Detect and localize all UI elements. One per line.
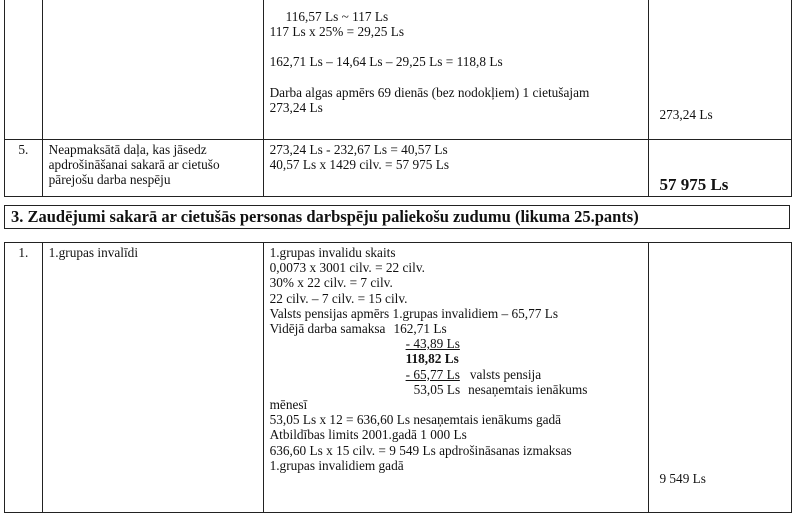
calc-line: 1.grupas invalidu skaits: [269, 245, 396, 260]
calc-line: 273,24 Ls - 232,67 Ls = 40,57 Ls: [269, 142, 448, 157]
calc-value: - 65,77 Ls: [405, 366, 460, 382]
calc-line: 116,57 Ls ~ 117 Ls: [285, 9, 389, 24]
description-line: apdrošināšanai sakarā ar cietušo: [48, 157, 220, 173]
result-value: 9 549 Ls: [659, 471, 706, 486]
calc-line: 636,60 Ls x 15 cilv. = 9 549 Ls apdrošināsanas izmaksas: [269, 442, 572, 458]
calc-line: [270, 382, 649, 397]
table-row: [5, 0, 792, 140]
calc-line: 273,24 Ls: [269, 99, 323, 115]
table-row: [5, 243, 792, 513]
row-number: 5.: [18, 142, 29, 157]
calc-label: Vidējā darba samaksa: [269, 321, 386, 337]
calc-note: valsts pensija: [469, 366, 542, 382]
calc-line: [270, 367, 649, 382]
calculation-cell: [263, 243, 649, 513]
calc-line: 1.grupas invalidiem gadā: [269, 457, 404, 473]
description-cell: [42, 140, 263, 197]
calc-line: 117 Ls x 25% = 29,25 Ls: [269, 24, 405, 40]
row-number: 1.: [18, 245, 29, 260]
result-cell: [649, 140, 792, 197]
table-row: [5, 140, 792, 197]
row-number-cell: [5, 140, 43, 197]
calc-line: 40,57 Ls x 1429 cilv. = 57 975 Ls: [269, 157, 450, 173]
calc-line: 22 cilv. – 7 cilv. = 15 cilv.: [269, 290, 408, 306]
calc-value: 162,71 Ls: [393, 321, 447, 337]
calc-line: 30% x 22 cilv. = 7 cilv.: [269, 275, 393, 291]
row-number-cell: [5, 243, 43, 513]
calc-value: 53,05 Ls: [413, 381, 461, 397]
calc-line: 0,0073 x 3001 cilv. = 22 cilv.: [269, 260, 425, 276]
description-line: 1.grupas invalīdi: [48, 245, 139, 260]
result-total: 57 975 Ls: [659, 175, 729, 194]
calc-subtotal: 118,82 Ls: [405, 351, 459, 367]
calc-line: 53,05 Ls x 12 = 636,60 Ls nesaņemtais ienākums gadā: [269, 412, 562, 428]
calc-line: Valsts pensijas apmērs 1.grupas invalidiem – 65,77 Ls: [269, 305, 559, 321]
calc-line: [270, 336, 649, 351]
calculation-cell: [263, 0, 649, 140]
description-line: Neapmaksātā daļa, kas jāsedz: [48, 142, 207, 157]
description-cell: [42, 243, 263, 513]
calc-line: 162,71 Ls – 14,64 Ls – 29,25 Ls = 118,8 Ls: [269, 54, 503, 70]
calc-line: Darba algas apmērs 69 dienās (bez nodokļiem) 1 cietušajam: [269, 84, 590, 100]
calc-line: mēnesī: [269, 397, 308, 413]
calc-note: nesaņemtais ienākums: [468, 381, 588, 397]
result-cell: [649, 243, 792, 513]
calc-line: [270, 321, 649, 336]
section-heading-box: [4, 205, 790, 229]
calculation-cell: [263, 140, 649, 197]
description-cell: [42, 0, 263, 140]
row-number-cell: [5, 0, 43, 140]
top-table: [4, 0, 792, 197]
bottom-table: [4, 242, 792, 513]
calc-value: - 43,89 Ls: [405, 336, 460, 352]
result-value: 273,24 Ls: [659, 107, 713, 122]
calc-line: Atbildības limits 2001.gadā 1 000 Ls: [269, 427, 467, 443]
section-heading: 3. Zaudējumi sakarā ar cietušās personas darbspēju paliekošu zudumu (likuma 25.pants): [11, 207, 639, 226]
result-cell: [649, 0, 792, 140]
description-line: pārejošu darba nespēju: [48, 172, 171, 188]
